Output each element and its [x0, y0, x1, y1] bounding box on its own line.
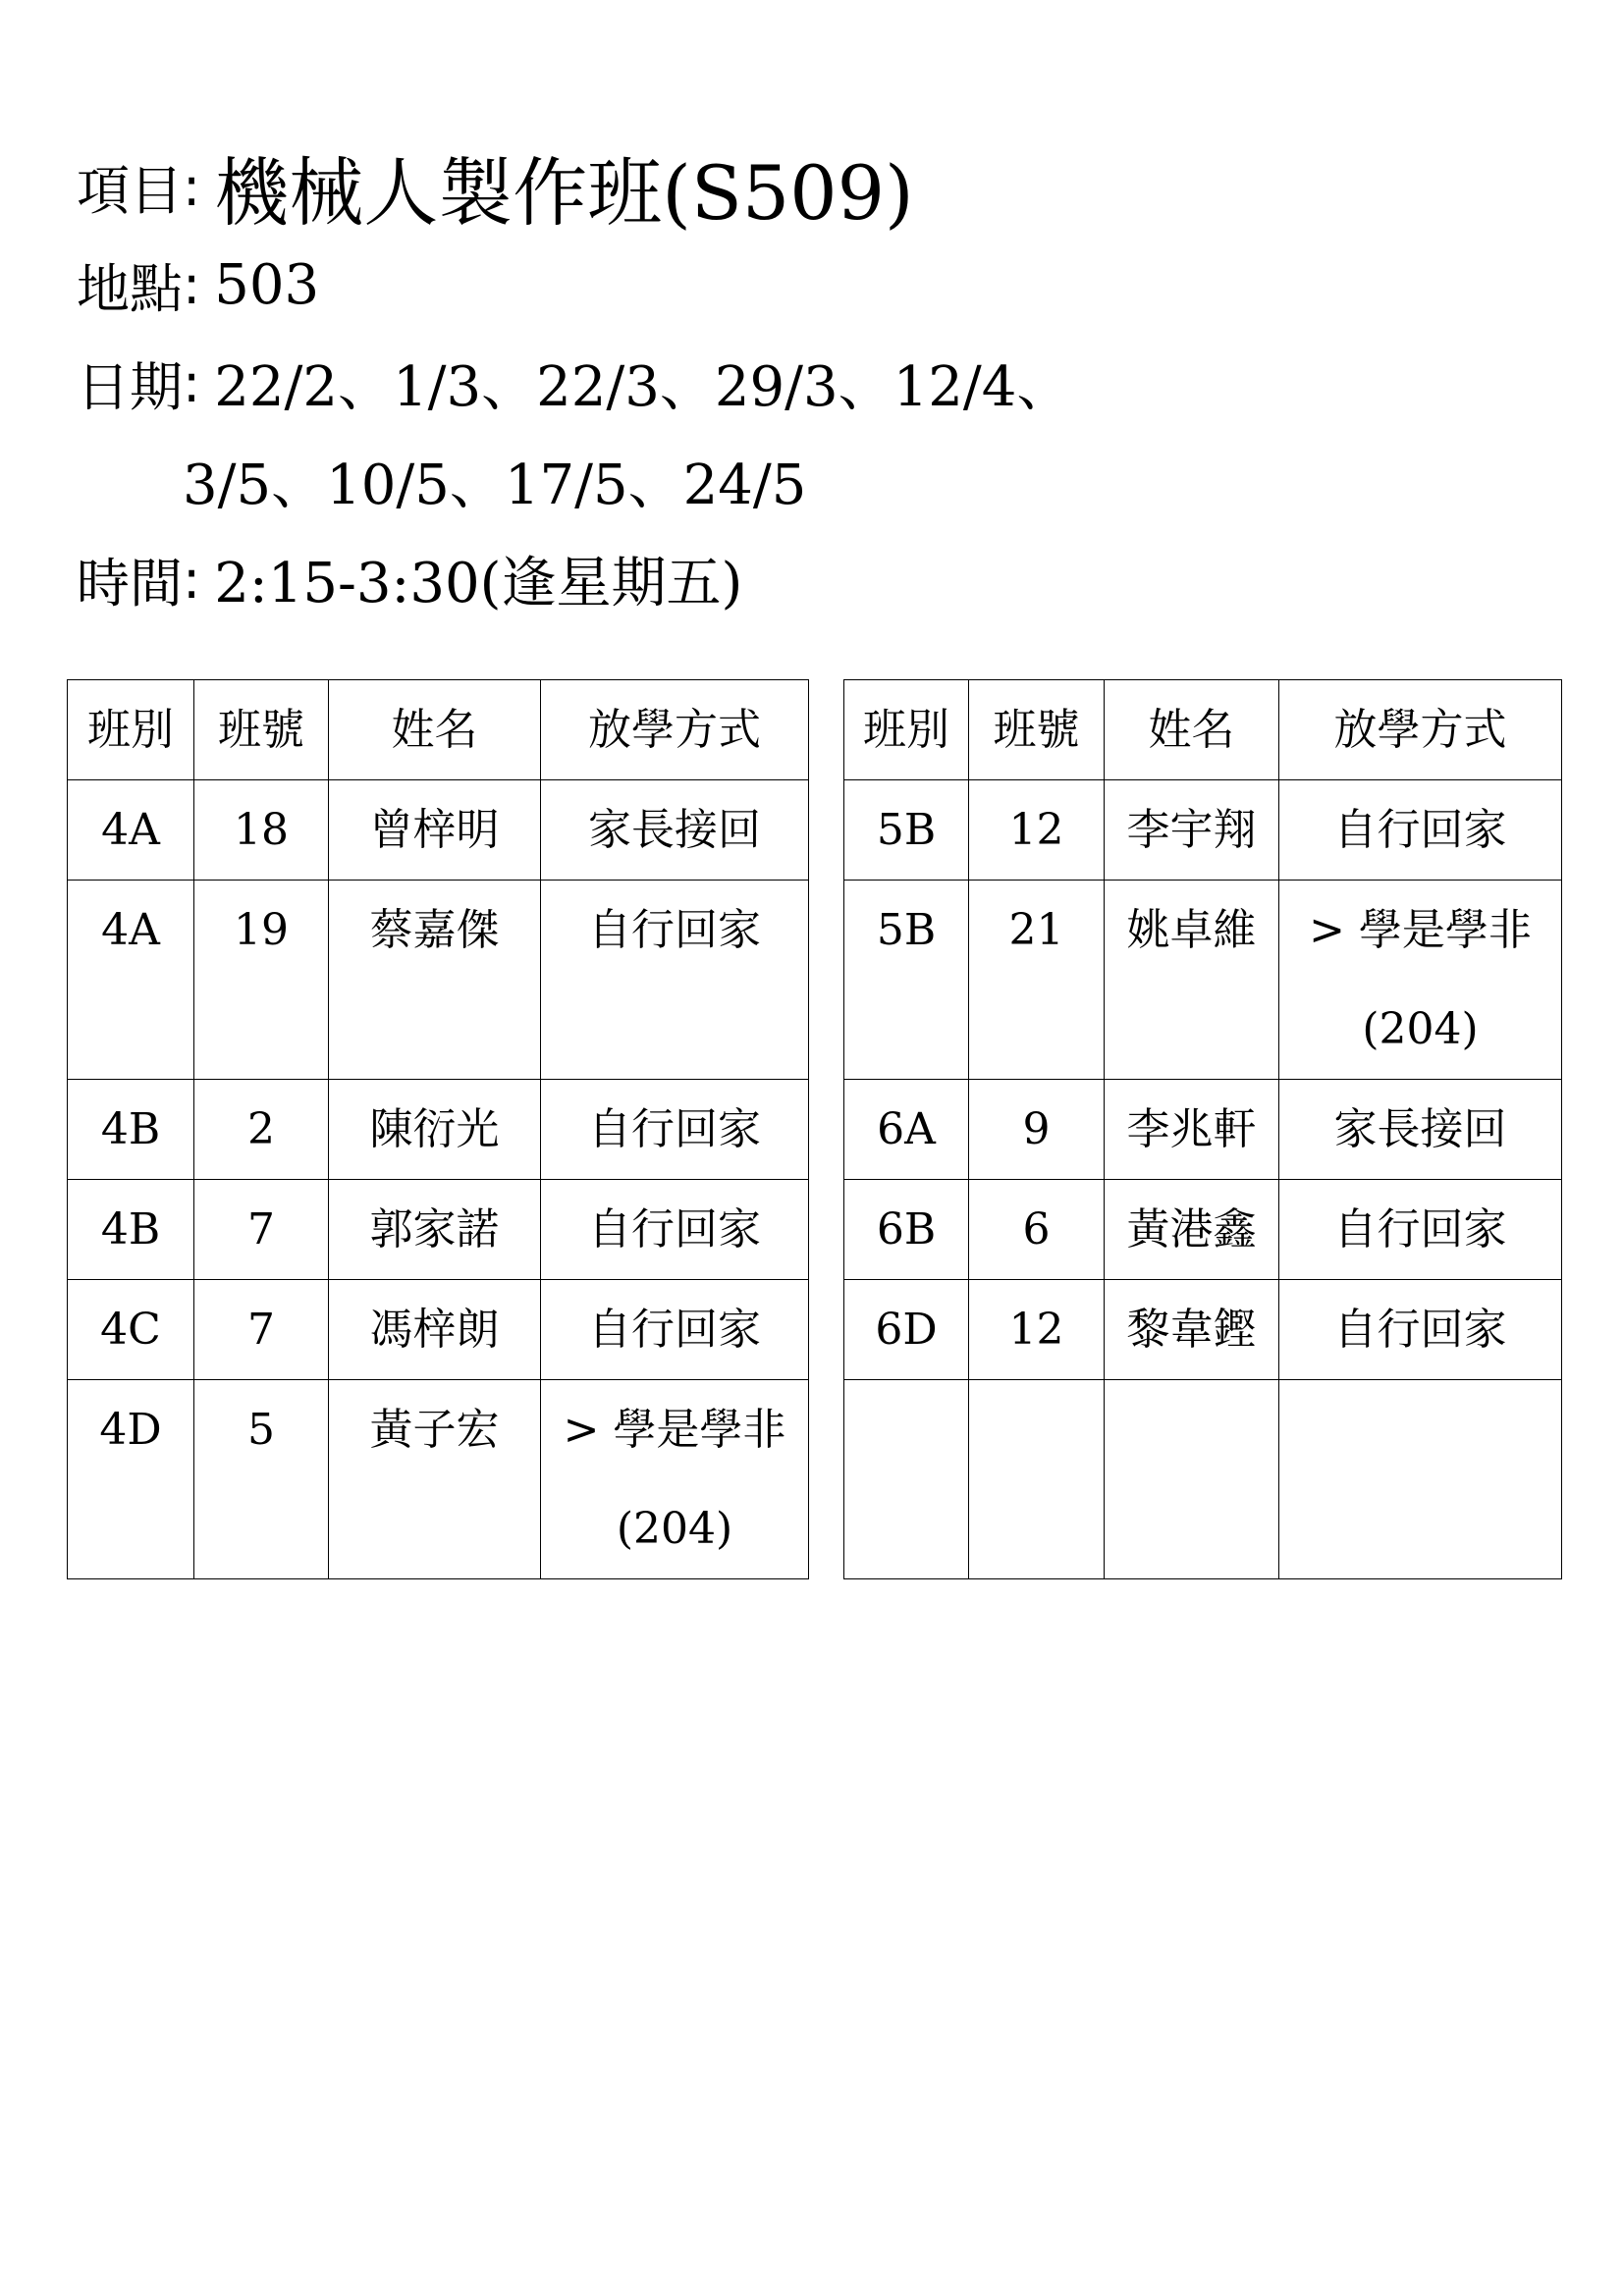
cell-class: 4D — [68, 1380, 194, 1579]
cell-class: 6B — [844, 1180, 969, 1280]
date-value-line1: 22/2、1/3、22/3、29/3、12/4、 — [214, 355, 1072, 419]
cell-class: 4B — [68, 1080, 194, 1180]
cell-name: 黃子宏 — [329, 1380, 541, 1579]
table-row — [844, 1280, 1562, 1380]
cell-number: 6 — [969, 1180, 1105, 1280]
project-label: 項目 — [77, 159, 183, 222]
cell-name: 馮梓朗 — [329, 1280, 541, 1380]
cell-method — [541, 1380, 809, 1579]
cell-class: 4C — [68, 1280, 194, 1380]
table-row — [844, 881, 1562, 1080]
table-row — [68, 1180, 809, 1280]
location-label: 地點 — [77, 257, 183, 320]
table-row — [68, 1280, 809, 1380]
table-row — [68, 780, 809, 881]
cell-number — [969, 1380, 1105, 1579]
date-line — [77, 334, 1549, 432]
cell-method: 自行回家 — [1279, 780, 1562, 881]
col-header-name: 姓名 — [329, 680, 541, 780]
col-header-method: 放學方式 — [541, 680, 809, 780]
method-text: > 學是學非 — [563, 1405, 786, 1455]
cell-number: 12 — [969, 780, 1105, 881]
table-header-row — [844, 680, 1562, 780]
cell-number: 5 — [194, 1380, 329, 1579]
header-info — [77, 137, 1549, 628]
col-header-class: 班別 — [844, 680, 969, 780]
cell-number: 7 — [194, 1280, 329, 1380]
cell-method — [1279, 1380, 1562, 1579]
cell-method: 自行回家 — [541, 1180, 809, 1280]
project-name: 機械人製作班(S509) — [214, 148, 914, 237]
method-text: > 學是學非 — [1309, 905, 1532, 955]
date-value-line2: 3/5、10/5、17/5、24/5 — [183, 454, 807, 517]
method-room: (204) — [616, 1504, 733, 1554]
cell-class: 4B — [68, 1180, 194, 1280]
cell-name: 蔡嘉傑 — [329, 881, 541, 1080]
col-header-name: 姓名 — [1105, 680, 1279, 780]
date-line-continued — [77, 432, 1549, 530]
cell-number: 2 — [194, 1080, 329, 1180]
student-table-left — [67, 679, 809, 1579]
cell-class: 5B — [844, 780, 969, 881]
cell-number: 18 — [194, 780, 329, 881]
col-header-number: 班號 — [969, 680, 1105, 780]
cell-name: 黎韋鏗 — [1105, 1280, 1279, 1380]
time-value: 2:15-3:30(逢星期五) — [214, 552, 743, 615]
location-line — [77, 236, 1549, 334]
cell-name: 曾梓明 — [329, 780, 541, 881]
col-header-number: 班號 — [194, 680, 329, 780]
cell-number: 19 — [194, 881, 329, 1080]
cell-method: 自行回家 — [541, 881, 809, 1080]
method-room: (204) — [1362, 1004, 1479, 1054]
date-separator: : — [183, 351, 201, 414]
table-header-row — [68, 680, 809, 780]
project-separator: : — [183, 155, 201, 218]
location-value: 503 — [214, 252, 320, 317]
time-line — [77, 530, 1549, 628]
cell-name: 黃港鑫 — [1105, 1180, 1279, 1280]
cell-method: 自行回家 — [541, 1080, 809, 1180]
table-row — [68, 1080, 809, 1180]
date-label: 日期 — [77, 355, 183, 418]
table-row — [844, 780, 1562, 881]
cell-number: 12 — [969, 1280, 1105, 1380]
location-separator: : — [183, 253, 201, 316]
cell-class: 4A — [68, 780, 194, 881]
cell-class: 5B — [844, 881, 969, 1080]
table-row — [68, 1380, 809, 1579]
cell-method: 自行回家 — [1279, 1180, 1562, 1280]
student-table-right — [843, 679, 1562, 1579]
cell-class: 4A — [68, 881, 194, 1080]
table-row-empty — [844, 1380, 1562, 1579]
cell-name: 陳衍光 — [329, 1080, 541, 1180]
cell-number: 7 — [194, 1180, 329, 1280]
cell-number: 21 — [969, 881, 1105, 1080]
cell-name: 姚卓維 — [1105, 881, 1279, 1080]
project-line — [77, 137, 1549, 236]
time-separator: : — [183, 548, 201, 611]
cell-name: 郭家諾 — [329, 1180, 541, 1280]
col-header-method: 放學方式 — [1279, 680, 1562, 780]
time-label: 時間 — [77, 552, 183, 614]
table-row — [844, 1080, 1562, 1180]
cell-method: 家長接回 — [541, 780, 809, 881]
table-row — [68, 881, 809, 1080]
table-row — [844, 1180, 1562, 1280]
cell-name: 李兆軒 — [1105, 1080, 1279, 1180]
cell-number: 9 — [969, 1080, 1105, 1180]
cell-class: 6D — [844, 1280, 969, 1380]
cell-method: 自行回家 — [541, 1280, 809, 1380]
cell-class: 6A — [844, 1080, 969, 1180]
cell-method: 自行回家 — [1279, 1280, 1562, 1380]
col-header-class: 班別 — [68, 680, 194, 780]
cell-name — [1105, 1380, 1279, 1579]
cell-method: 家長接回 — [1279, 1080, 1562, 1180]
cell-class — [844, 1380, 969, 1579]
cell-name: 李宇翔 — [1105, 780, 1279, 881]
cell-method — [1279, 881, 1562, 1080]
